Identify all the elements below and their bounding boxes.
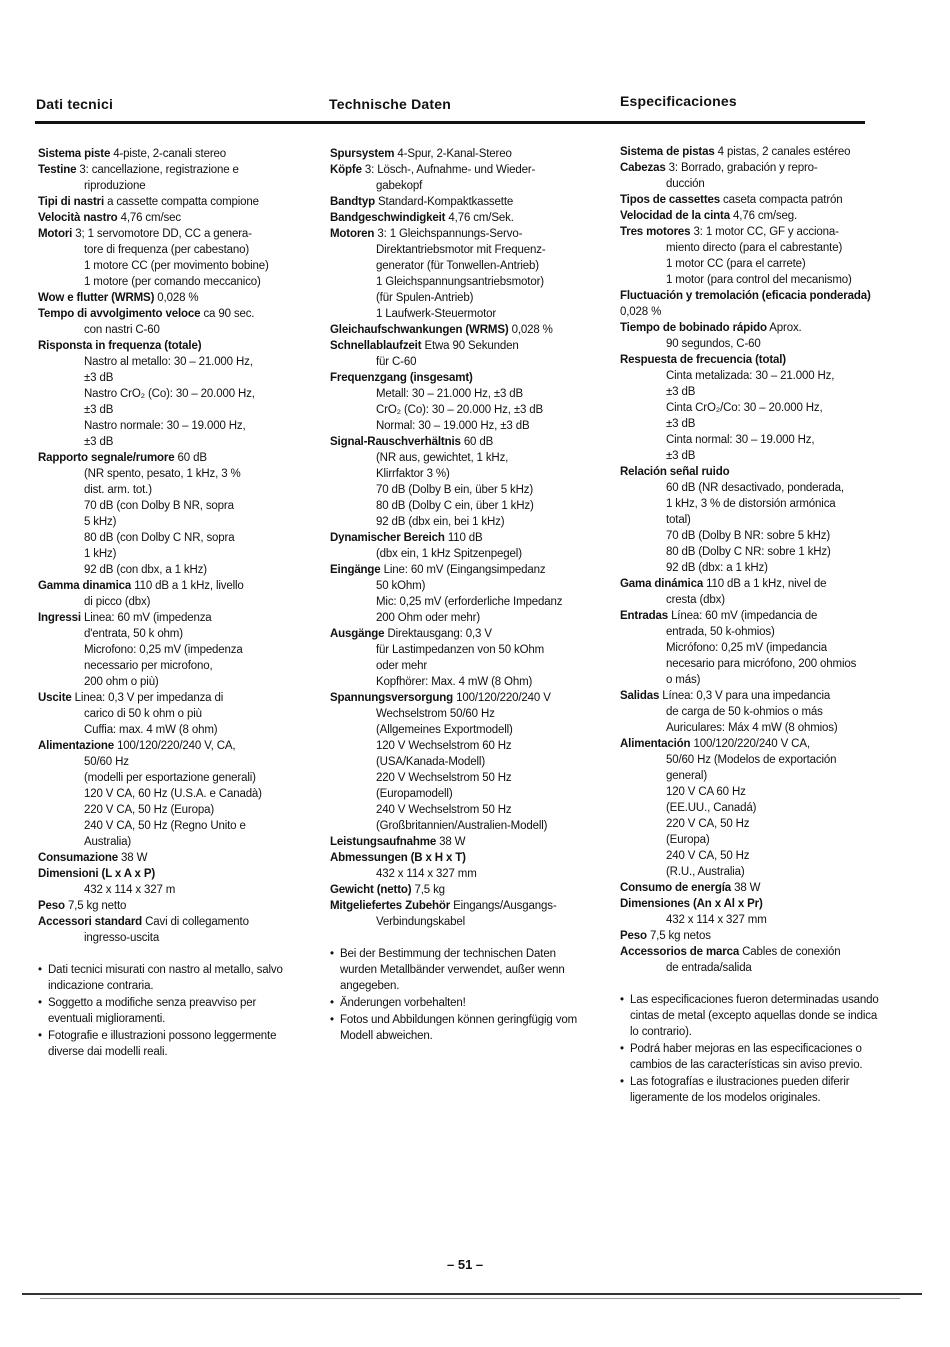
spec-value-line: riproduzione bbox=[84, 180, 146, 192]
spec-value: 0,028 % bbox=[620, 306, 662, 318]
spec-item bbox=[620, 192, 882, 208]
spec-value-line: entrada, 50 k-ohmios) bbox=[666, 626, 775, 638]
spec-label: Dimensiones (An x Al x Pr) bbox=[620, 898, 763, 910]
spec-value: 4-piste, 2-canali stereo bbox=[113, 148, 226, 160]
spec-value-line: dist. arm. tot.) bbox=[84, 484, 152, 496]
spec-value-line: (dbx ein, 1 kHz Spitzenpegel) bbox=[376, 548, 522, 560]
spec-value: 3; 1 servomotore DD, CC a genera- bbox=[75, 228, 252, 240]
spec-item bbox=[620, 576, 882, 592]
spec-value-line: Micrófono: 0,25 mV (impedancia bbox=[666, 642, 828, 654]
spec-item bbox=[38, 610, 298, 626]
spec-value: 38 W bbox=[734, 882, 761, 894]
spec-value: 4,76 cm/Sek. bbox=[448, 212, 514, 224]
spec-value-line: 432 x 114 x 327 mm bbox=[376, 868, 477, 880]
spec-value: 4 pistas, 2 canales estéreo bbox=[717, 146, 851, 158]
spec-value-line: Metall: 30 – 21.000 Hz, ±3 dB bbox=[376, 388, 524, 400]
spec-item bbox=[620, 928, 882, 944]
note-item bbox=[620, 1074, 882, 1106]
spec-label: Respuesta de frecuencia (total) bbox=[620, 354, 786, 366]
spec-item bbox=[38, 290, 298, 306]
spec-value: caseta compacta patrón bbox=[723, 194, 843, 206]
spec-label: Tiempo de bobinado rápido bbox=[620, 322, 767, 334]
spec-label: Spursystem bbox=[330, 148, 395, 160]
spec-value-line: gabekopf bbox=[376, 180, 423, 192]
spec-value-line: (EE.UU., Canadá) bbox=[666, 802, 757, 814]
spec-value-line: 5 kHz) bbox=[84, 516, 117, 528]
spec-value-line: 50 kOhm) bbox=[376, 580, 426, 592]
spec-value-line: (Europamodell) bbox=[376, 788, 453, 800]
spec-label: Signal-Rauschverhältnis bbox=[330, 436, 461, 448]
spec-value-line: Direktantriebsmotor mit Frequenz- bbox=[376, 244, 546, 256]
spec-label: Frequenzgang (insgesamt) bbox=[330, 372, 473, 384]
spec-item bbox=[620, 288, 882, 320]
spec-value: 38 W bbox=[121, 852, 148, 864]
spec-value-line: 240 V CA, 50 Hz bbox=[666, 850, 750, 862]
spec-label: Velocità nastro bbox=[38, 212, 118, 224]
spec-item bbox=[330, 162, 592, 178]
spec-value-line: generator (für Tonwellen-Antrieb) bbox=[376, 260, 539, 272]
note-text: Bei der Bestimmung der technischen Daten wurden Metallbänder verwendet, außer wenn angegeben. bbox=[340, 948, 565, 992]
spec-item bbox=[620, 160, 882, 176]
spec-value-line: Wechselstrom 50/60 Hz bbox=[376, 708, 495, 720]
spec-value-line: 50/60 Hz bbox=[84, 756, 129, 768]
note-text: Fotos und Abbildungen können geringfügig vom Modell abweichen. bbox=[340, 1014, 577, 1042]
spec-value-line: (für Spulen-Antrieb) bbox=[376, 292, 474, 304]
spec-value: Cables de conexión bbox=[742, 946, 841, 958]
spec-label: Cabezas bbox=[620, 162, 666, 174]
column-spanish bbox=[620, 144, 882, 1107]
note-item bbox=[620, 992, 882, 1040]
spec-label: Peso bbox=[620, 930, 647, 942]
column-italian bbox=[38, 146, 298, 1061]
spec-label: Tres motores bbox=[620, 226, 691, 238]
spec-value: Linea: 0,3 V per impedanza di bbox=[74, 692, 224, 704]
spec-value-line: 50/60 Hz (Modelos de exportación bbox=[666, 754, 837, 766]
spec-item bbox=[330, 850, 592, 866]
spec-label: Consumazione bbox=[38, 852, 118, 864]
spec-value-line: ±3 dB bbox=[666, 418, 696, 430]
spec-label: Velocidad de la cinta bbox=[620, 210, 730, 222]
spec-item bbox=[620, 896, 882, 912]
spec-label: Uscite bbox=[38, 692, 72, 704]
spec-item bbox=[620, 736, 882, 752]
spec-value-line: 120 V CA, 60 Hz (U.S.A. e Canadà) bbox=[84, 788, 262, 800]
spec-value-line: ingresso-uscita bbox=[84, 932, 160, 944]
spec-value-line: 240 V CA, 50 Hz (Regno Unito e bbox=[84, 820, 246, 832]
header-spanish: Especificaciones bbox=[620, 93, 737, 109]
spec-value: 3: 1 Gleichspannungs-Servo- bbox=[377, 228, 523, 240]
spec-value-line: 1 kHz, 3 % de distorsión armónica bbox=[666, 498, 836, 510]
spec-value-line: ±3 dB bbox=[84, 404, 114, 416]
spec-value-line: (NR aus, gewichtet, 1 kHz, bbox=[376, 452, 509, 464]
note-text: Dati tecnici misurati con nastro al metallo, salvo indicazione contraria. bbox=[48, 964, 283, 992]
spec-value-line: ±3 dB bbox=[666, 450, 696, 462]
spec-value-line: d'entrata, 50 k ohm) bbox=[84, 628, 183, 640]
spec-item bbox=[330, 690, 592, 706]
spec-value-line: 92 dB (dbx: a 1 kHz) bbox=[666, 562, 768, 574]
spec-label: Leistungsaufnahme bbox=[330, 836, 437, 848]
spec-value-line: 1 motor (para control del mecanismo) bbox=[666, 274, 852, 286]
spec-value-line: con nastri C-60 bbox=[84, 324, 160, 336]
spec-value: 110 dB bbox=[447, 532, 483, 544]
spec-value-line: 120 V Wechselstrom 60 Hz bbox=[376, 740, 512, 752]
spec-label: Risponsta in frequenza (totale) bbox=[38, 340, 202, 352]
spec-item bbox=[38, 210, 298, 226]
header-italian: Dati tecnici bbox=[36, 96, 114, 112]
spec-item bbox=[330, 338, 592, 354]
spec-value-line: ±3 dB bbox=[666, 386, 696, 398]
spec-value: 110 dB a 1 kHz, nivel de bbox=[706, 578, 827, 590]
spec-value-line: Kopfhörer: Max. 4 mW (8 Ohm) bbox=[376, 676, 533, 688]
note-item bbox=[38, 995, 298, 1027]
spec-value-line: 70 dB (con Dolby B NR, sopra bbox=[84, 500, 234, 512]
spec-item bbox=[620, 880, 882, 896]
spec-value-line: 70 dB (Dolby B ein, über 5 kHz) bbox=[376, 484, 534, 496]
spec-value-line: Auriculares: Máx 4 mW (8 ohmios) bbox=[666, 722, 838, 734]
spec-value-line: 92 dB (dbx ein, bei 1 kHz) bbox=[376, 516, 505, 528]
spec-value-line: 60 dB (NR desactivado, ponderada, bbox=[666, 482, 844, 494]
spec-label: Consumo de energía bbox=[620, 882, 732, 894]
spec-item bbox=[38, 194, 298, 210]
spec-value-line: cresta (dbx) bbox=[666, 594, 725, 606]
spec-item bbox=[330, 562, 592, 578]
spec-label: Dynamischer Bereich bbox=[330, 532, 445, 544]
spec-value-line: 80 dB (con Dolby C NR, sopra bbox=[84, 532, 235, 544]
spec-item bbox=[38, 162, 298, 178]
spec-label: Gama dinámica bbox=[620, 578, 704, 590]
spec-value: 100/120/220/240 V bbox=[456, 692, 551, 704]
spec-value-line: 220 V Wechselstrom 50 Hz bbox=[376, 772, 512, 784]
spec-item bbox=[620, 464, 882, 480]
spec-value: Línea: 60 mV (impedancia de bbox=[671, 610, 818, 622]
spec-item bbox=[38, 578, 298, 594]
spec-item bbox=[330, 434, 592, 450]
spec-label: Accessorios de marca bbox=[620, 946, 740, 958]
spec-item bbox=[38, 738, 298, 754]
spec-label: Motori bbox=[38, 228, 73, 240]
spec-label: Dimensioni (L x A x P) bbox=[38, 868, 156, 880]
spec-value: ca 90 sec. bbox=[203, 308, 255, 320]
spec-label: Accessori standard bbox=[38, 916, 143, 928]
spec-value-line: di picco (dbx) bbox=[84, 596, 151, 608]
spec-value-line: Cinta CrO₂/Co: 30 – 20.000 Hz, bbox=[666, 402, 823, 414]
notes-list bbox=[330, 946, 592, 1044]
spec-value-line: (modelli per esportazione generali) bbox=[84, 772, 256, 784]
spec-item bbox=[620, 688, 882, 704]
spec-item bbox=[620, 352, 882, 368]
spec-value-line: Australia) bbox=[84, 836, 132, 848]
spec-value: 60 dB bbox=[177, 452, 207, 464]
spec-value-line: 1 Gleichspannungsantriebsmotor) bbox=[376, 276, 544, 288]
header-german: Technische Daten bbox=[329, 96, 451, 112]
spec-item bbox=[620, 320, 882, 336]
spec-value: Aprox. bbox=[769, 322, 802, 334]
spec-label: Peso bbox=[38, 900, 65, 912]
spec-item bbox=[38, 914, 298, 930]
spec-value-line: total) bbox=[666, 514, 691, 526]
spec-item bbox=[330, 626, 592, 642]
note-text: Fotografie e illustrazioni possono leggermente diverse dai modelli reali. bbox=[48, 1030, 277, 1058]
note-item bbox=[38, 962, 298, 994]
spec-value-line: (Europa) bbox=[666, 834, 710, 846]
spec-value-line: ducción bbox=[666, 178, 705, 190]
note-text: Podrá haber mejoras en las especificaciones o cambios de las características sin aviso previo. bbox=[630, 1043, 863, 1071]
note-item bbox=[620, 1041, 882, 1073]
spec-value: Line: 60 mV (Eingangsimpedanz bbox=[383, 564, 546, 576]
spec-value-line: 92 dB (con dbx, a 1 kHz) bbox=[84, 564, 207, 576]
spec-label: Sistema piste bbox=[38, 148, 111, 160]
spec-value-line: necesario para micrófono, 200 ohmios bbox=[666, 658, 857, 670]
note-item bbox=[330, 1012, 592, 1044]
spec-label: Motoren bbox=[330, 228, 375, 240]
spec-value-line: Nastro CrO₂ (Co): 30 – 20.000 Hz, bbox=[84, 388, 255, 400]
spec-value-line: Normal: 30 – 19.000 Hz, ±3 dB bbox=[376, 420, 530, 432]
spec-value-line: ±3 dB bbox=[84, 372, 114, 384]
spec-value-line: 80 dB (Dolby C ein, über 1 kHz) bbox=[376, 500, 534, 512]
spec-value-line: 1 Laufwerk-Steuermotor bbox=[376, 308, 497, 320]
spec-label: Tempo di avvolgimento veloce bbox=[38, 308, 201, 320]
spec-item bbox=[330, 530, 592, 546]
spec-value-line: 220 V CA, 50 Hz bbox=[666, 818, 750, 830]
spec-label: Tipi di nastri bbox=[38, 196, 105, 208]
spec-value-line: (R.U., Australia) bbox=[666, 866, 745, 878]
spec-item bbox=[38, 450, 298, 466]
spec-value-line: Nastro al metallo: 30 – 21.000 Hz, bbox=[84, 356, 253, 368]
spec-item bbox=[38, 690, 298, 706]
spec-label: Wow e flutter (WRMS) bbox=[38, 292, 155, 304]
note-item bbox=[38, 1028, 298, 1060]
spec-label: Fluctuación y tremolación (eficacia ponderada) bbox=[620, 290, 871, 302]
spec-item bbox=[330, 898, 592, 914]
spec-value-line: de entrada/salida bbox=[666, 962, 752, 974]
spec-value-line: ±3 dB bbox=[84, 436, 114, 448]
note-text: Änderungen vorbehalten! bbox=[340, 997, 466, 1009]
spec-value: Línea: 0,3 V para una impedancia bbox=[662, 690, 831, 702]
spec-value: 100/120/220/240 V CA, bbox=[693, 738, 810, 750]
spec-value-line: oder mehr bbox=[376, 660, 428, 672]
spec-value-line: 1 kHz) bbox=[84, 548, 117, 560]
column-german bbox=[330, 146, 592, 1045]
spec-item bbox=[38, 866, 298, 882]
spec-label: Tipos de cassettes bbox=[620, 194, 720, 206]
spec-value: 0,028 % bbox=[511, 324, 553, 336]
spec-value: 3: cancellazione, registrazione e bbox=[79, 164, 239, 176]
spec-value-line: Nastro normale: 30 – 19.000 Hz, bbox=[84, 420, 246, 432]
spec-value: 4,76 cm/sec bbox=[120, 212, 181, 224]
spec-label: Köpfe bbox=[330, 164, 362, 176]
note-text: Las especificaciones fueron determinadas usando cintas de metal (excepto aquellas donde se indica lo contrario). bbox=[630, 994, 879, 1038]
note-text: Soggetto a modifiche senza preavviso per eventuali miglioramenti. bbox=[48, 997, 257, 1025]
spec-value-line: Cuffia: max. 4 mW (8 ohm) bbox=[84, 724, 218, 736]
spec-value: 0,028 % bbox=[157, 292, 199, 304]
spec-value: Cavi di collegamento bbox=[145, 916, 249, 928]
spec-item bbox=[330, 226, 592, 242]
spec-value-line: o más) bbox=[666, 674, 701, 686]
spec-label: Bandgeschwindigkeit bbox=[330, 212, 446, 224]
spec-value: 4-Spur, 2-Kanal-Stereo bbox=[397, 148, 512, 160]
spec-value: 100/120/220/240 V, CA, bbox=[117, 740, 236, 752]
spec-label: Ausgänge bbox=[330, 628, 385, 640]
spec-list bbox=[38, 146, 298, 946]
spec-value-line: Mic: 0,25 mV (erforderliche Impedanz bbox=[376, 596, 563, 608]
bottom-rule bbox=[22, 1293, 922, 1295]
spec-value-line: 1 motore (per comando meccanico) bbox=[84, 276, 261, 288]
spec-item bbox=[38, 850, 298, 866]
spec-value-line: miento directo (para el cabrestante) bbox=[666, 242, 843, 254]
spec-value-line: 1 motore CC (per movimento bobine) bbox=[84, 260, 269, 272]
spec-value: 4,76 cm/seg. bbox=[733, 210, 798, 222]
spec-label: Alimentazione bbox=[38, 740, 115, 752]
spec-label: Spannungsversorgung bbox=[330, 692, 454, 704]
spec-label: Sistema de pistas bbox=[620, 146, 715, 158]
spec-label: Gamma dinamica bbox=[38, 580, 132, 592]
spec-value-line: (NR spento, pesato, 1 kHz, 3 % bbox=[84, 468, 241, 480]
note-item bbox=[330, 995, 592, 1011]
spec-item bbox=[330, 194, 592, 210]
bottom-rule-thin bbox=[40, 1298, 900, 1299]
spec-value-line: (USA/Kanada-Modell) bbox=[376, 756, 486, 768]
spec-value: 38 W bbox=[439, 836, 466, 848]
spec-value-line: carico di 50 k ohm o più bbox=[84, 708, 202, 720]
spec-value-line: 1 motor CC (para el carrete) bbox=[666, 258, 806, 270]
spec-item bbox=[330, 210, 592, 226]
spec-item bbox=[620, 608, 882, 624]
spec-label: Gleichaufschwankungen (WRMS) bbox=[330, 324, 509, 336]
spec-value: 7,5 kg bbox=[414, 884, 445, 896]
spec-label: Bandtyp bbox=[330, 196, 375, 208]
spec-item bbox=[330, 322, 592, 338]
spec-value-line: für Lastimpedanzen von 50 kOhm bbox=[376, 644, 545, 656]
spec-item bbox=[38, 146, 298, 162]
spec-value-line: 220 V CA, 50 Hz (Europa) bbox=[84, 804, 214, 816]
spec-value: Standard-Kompaktkassette bbox=[378, 196, 514, 208]
spec-item bbox=[620, 208, 882, 224]
spec-value-line: Cinta metalizada: 30 – 21.000 Hz, bbox=[666, 370, 835, 382]
spec-value-line: 200 ohm o più) bbox=[84, 676, 159, 688]
spec-value-line: 80 dB (Dolby C NR: sobre 1 kHz) bbox=[666, 546, 831, 558]
spec-label: Relación señal ruido bbox=[620, 466, 730, 478]
spec-value: Direktausgang: 0,3 V bbox=[387, 628, 492, 640]
spec-label: Entradas bbox=[620, 610, 669, 622]
notes-list bbox=[38, 962, 298, 1060]
spec-value-line: 200 Ohm oder mehr) bbox=[376, 612, 481, 624]
spec-item bbox=[620, 144, 882, 160]
spec-value-line: 90 segundos, C-60 bbox=[666, 338, 761, 350]
page-number: – 51 – bbox=[447, 1257, 484, 1272]
spec-value-line: tore di frequenza (per cabestano) bbox=[84, 244, 250, 256]
spec-label: Rapporto segnale/rumore bbox=[38, 452, 175, 464]
spec-value-line: general) bbox=[666, 770, 707, 782]
spec-item bbox=[620, 944, 882, 960]
spec-label: Schnellablaufzeit bbox=[330, 340, 422, 352]
spec-item bbox=[330, 834, 592, 850]
spec-label: Salidas bbox=[620, 690, 660, 702]
spec-item bbox=[38, 338, 298, 354]
spec-item bbox=[330, 146, 592, 162]
spec-label: Abmessungen (B x H x T) bbox=[330, 852, 466, 864]
spec-item bbox=[38, 898, 298, 914]
spec-label: Gewicht (netto) bbox=[330, 884, 412, 896]
spec-label: Eingänge bbox=[330, 564, 381, 576]
spec-label: Mitgeliefertes Zubehör bbox=[330, 900, 451, 912]
spec-value: Linea: 60 mV (impedenza bbox=[83, 612, 212, 624]
spec-value: 3: Borrado, grabación y repro- bbox=[668, 162, 818, 174]
spec-value: 3: Lösch-, Aufnahme- und Wieder- bbox=[364, 164, 536, 176]
spec-label: Ingressi bbox=[38, 612, 81, 624]
spec-value-line: Klirrfaktor 3 %) bbox=[376, 468, 450, 480]
spec-value-line: 432 x 114 x 327 m bbox=[84, 884, 176, 896]
note-text: Las fotografías e ilustraciones pueden diferir ligeramente de los modelos originales. bbox=[630, 1076, 850, 1104]
spec-value-line: de carga de 50 k-ohmios o más bbox=[666, 706, 823, 718]
spec-value-line: (Großbritannien/Australien-Modell) bbox=[376, 820, 548, 832]
spec-item bbox=[38, 306, 298, 322]
spec-value-line: 120 V CA 60 Hz bbox=[666, 786, 746, 798]
spec-value: 7,5 kg netto bbox=[67, 900, 127, 912]
spec-label: Alimentación bbox=[620, 738, 691, 750]
spec-value: a cassette compatta compione bbox=[107, 196, 259, 208]
spec-value-line: Microfono: 0,25 mV (impedenza bbox=[84, 644, 243, 656]
spec-item bbox=[330, 882, 592, 898]
spec-value-line: CrO₂ (Co): 30 – 20.000 Hz, ±3 dB bbox=[376, 404, 544, 416]
spec-value-line: 432 x 114 x 327 mm bbox=[666, 914, 767, 926]
spec-value: Etwa 90 Sekunden bbox=[424, 340, 519, 352]
spec-list bbox=[330, 146, 592, 930]
header-rule bbox=[35, 121, 865, 124]
spec-item bbox=[620, 224, 882, 240]
note-item bbox=[330, 946, 592, 994]
spec-label: Testine bbox=[38, 164, 77, 176]
spec-value-line: 240 V Wechselstrom 50 Hz bbox=[376, 804, 512, 816]
spec-value: 7,5 kg netos bbox=[649, 930, 711, 942]
spec-value-line: (Allgemeines Exportmodell) bbox=[376, 724, 513, 736]
spec-item bbox=[38, 226, 298, 242]
spec-value: 60 dB bbox=[463, 436, 494, 448]
spec-item bbox=[330, 370, 592, 386]
spec-value: 3: 1 motor CC, GF y acciona- bbox=[693, 226, 839, 238]
spec-value: 110 dB a 1 kHz, livello bbox=[134, 580, 244, 592]
notes-list bbox=[620, 992, 882, 1106]
spec-value-line: necessario per microfono, bbox=[84, 660, 213, 672]
spec-value-line: für C-60 bbox=[376, 356, 417, 368]
spec-value-line: Cinta normal: 30 – 19.000 Hz, bbox=[666, 434, 815, 446]
spec-value-line: Verbindungskabel bbox=[376, 916, 466, 928]
spec-value-line: 70 dB (Dolby B NR: sobre 5 kHz) bbox=[666, 530, 831, 542]
spec-list bbox=[620, 144, 882, 976]
spec-value: Eingangs/Ausgangs- bbox=[453, 900, 557, 912]
